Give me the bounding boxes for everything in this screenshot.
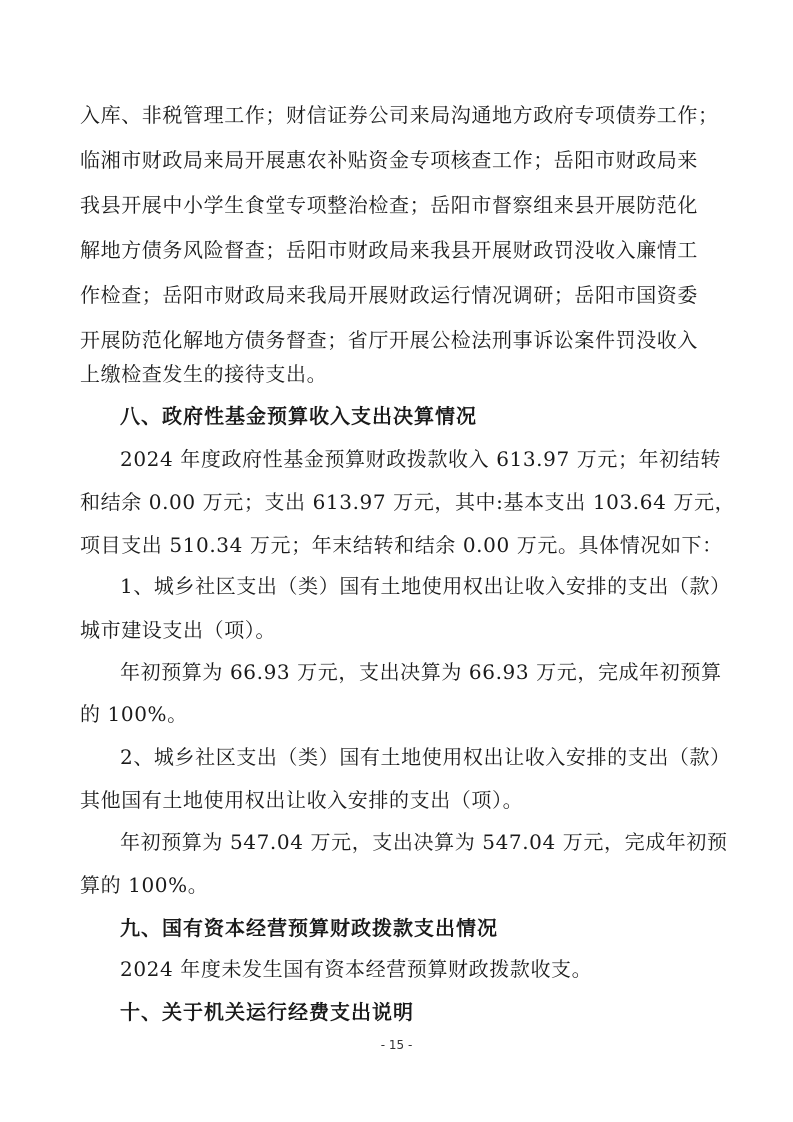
paragraph-line: 的 100%。 <box>80 702 188 726</box>
section-heading-9: 九、国有资本经营预算财政拨款支出情况 <box>120 916 498 940</box>
paragraph-line: 入库、非税管理工作；财信证券公司来局沟通地方政府专项债券工作； <box>80 103 719 127</box>
paragraph-line: 上缴检查发生的接待支出。 <box>80 362 328 386</box>
section-heading-10: 十、关于机关运行经费支出说明 <box>120 1000 414 1024</box>
paragraph-line: 和结余 0.00 万元；支出 613.97 万元，其中:基本支出 103.64 万元， <box>80 490 736 514</box>
paragraph-line: 开展防范化解地方债务督查；省厅开展公检法刑事诉讼案件罚没收入 <box>80 328 698 352</box>
section-heading-8: 八、政府性基金预算收入支出决算情况 <box>120 404 477 428</box>
paragraph-line: 项目支出 510.34 万元；年末结转和结余 0.00 万元。具体情况如下： <box>80 533 723 557</box>
list-item-2: 2、城乡社区支出（类）国有土地使用权出让收入安排的支出（款） <box>120 745 731 769</box>
paragraph-line: 年初预算为 66.93 万元，支出决算为 66.93 万元，完成年初预算 <box>120 660 722 684</box>
paragraph-line: 算的 100%。 <box>80 873 209 897</box>
paragraph-line: 城市建设支出（项）。 <box>80 618 276 642</box>
paragraph-line: 2024 年度政府性基金预算财政拨款收入 613.97 万元；年初结转 <box>120 447 721 471</box>
page-number: - 15 - <box>380 1038 413 1052</box>
paragraph-line: 解地方债务风险督查；岳阳市财政局来我县开展财政罚没收入廉情工 <box>80 238 698 262</box>
paragraph-line: 临湘市财政局来局开展惠农补贴资金专项核查工作；岳阳市财政局来 <box>80 148 698 172</box>
paragraph-line: 2024 年度未发生国有资本经营预算财政拨款收支。 <box>120 957 593 981</box>
paragraph-line: 我县开展中小学生食堂专项整治检查；岳阳市督察组来县开展防范化 <box>80 193 698 217</box>
paragraph-line: 其他国有土地使用权出让收入安排的支出（项）。 <box>80 788 524 812</box>
list-item-1: 1、城乡社区支出（类）国有土地使用权出让收入安排的支出（款） <box>120 574 731 598</box>
paragraph-line: 年初预算为 547.04 万元，支出决算为 547.04 万元，完成年初预 <box>120 830 728 854</box>
paragraph-line: 作检查；岳阳市财政局来我局开展财政运行情况调研；岳阳市国资委 <box>80 283 698 307</box>
